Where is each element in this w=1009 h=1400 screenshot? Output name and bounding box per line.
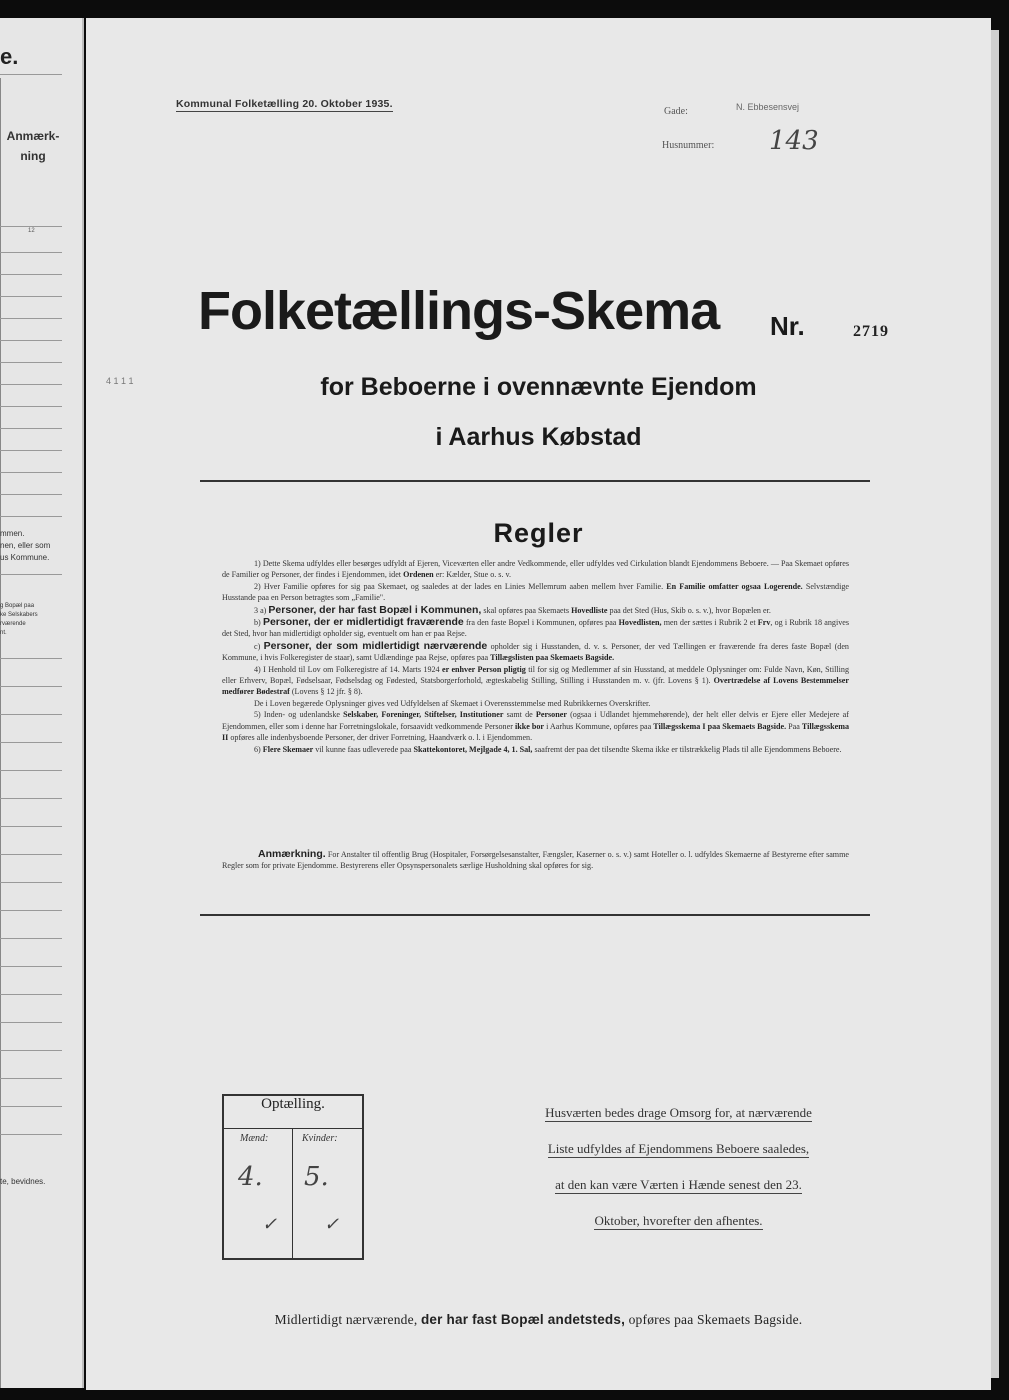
text-fragment: te, bevidnes. bbox=[0, 1177, 46, 1186]
column-number: 12 bbox=[28, 228, 35, 234]
rule-text: 5) Inden- og udenlandske bbox=[254, 710, 340, 720]
divider bbox=[0, 658, 62, 659]
rule-emphasis: Tillægsskema I paa Skemaets Bagside. bbox=[653, 721, 787, 731]
divider bbox=[0, 826, 62, 827]
rule-4b bbox=[222, 698, 849, 709]
rule-3b bbox=[222, 616, 849, 640]
rule-emphasis: Personer, der er midlertidigt fraværende bbox=[262, 616, 464, 629]
divider bbox=[0, 274, 62, 275]
divider bbox=[0, 340, 62, 341]
divider bbox=[0, 296, 62, 297]
divider bbox=[0, 910, 62, 911]
rules-body bbox=[222, 558, 849, 755]
rule-emphasis: Ordenen bbox=[403, 570, 434, 580]
rule-6 bbox=[222, 744, 849, 755]
rule-emphasis: En Familie omfatter ogsaa Logerende. bbox=[666, 581, 803, 591]
divider bbox=[0, 742, 62, 743]
rule-text: i Aarhus Kommune, opføres paa bbox=[546, 721, 652, 731]
husnummer-label: Husnummer: bbox=[662, 140, 715, 151]
divider bbox=[0, 1022, 62, 1023]
divider bbox=[0, 574, 62, 575]
notice-line bbox=[496, 1136, 861, 1162]
divider bbox=[0, 494, 62, 495]
rule-3a bbox=[222, 604, 849, 616]
divider bbox=[0, 226, 62, 227]
remark-section bbox=[222, 848, 849, 872]
divider bbox=[0, 516, 62, 517]
rule-emphasis: Personer, der har fast Bopæl i Kommunen, bbox=[268, 603, 482, 616]
rule-emphasis: Personer bbox=[535, 710, 567, 720]
form-title: Folketællings-Skema bbox=[198, 281, 720, 341]
rule-text: skal opføres paa Skemaets bbox=[483, 605, 570, 615]
census-heading: Kommunal Folketælling 20. Oktober 1935. bbox=[176, 98, 393, 110]
divider bbox=[0, 252, 62, 253]
husnummer-value: 143 bbox=[769, 126, 819, 156]
checkmark-icon: ✓ bbox=[262, 1214, 278, 1235]
divider bbox=[0, 798, 62, 799]
rule-emphasis: Selskaber, Foreninger, Stiftelser, Institutioner bbox=[343, 710, 504, 720]
text-fragment: mmen. bbox=[0, 529, 25, 538]
notice-text: Liste udfyldes af Ejendommens Beboere saaledes, bbox=[547, 1141, 810, 1156]
text-fragment: ke Selskabers bbox=[0, 612, 38, 618]
rule-text: , og i Rubrik 18 angives det Sted, hvor han midlertidigt opholder sig, eventuelt om han er paa Rejse. bbox=[222, 618, 850, 639]
form-nr-label: Nr. bbox=[770, 311, 805, 341]
column-header-line: ning bbox=[20, 149, 46, 163]
rule-text: 3 a) bbox=[254, 605, 267, 615]
divider bbox=[0, 384, 62, 385]
column-header-line: Anmærk- bbox=[6, 129, 60, 143]
rule-text: 1) Dette Skema udfyldes eller besørges udfyldt af Ejeren, Viceværten eller andre Vedkommende, eller udfyldes ved Cirkulation blandt Ejendommens Beboere. — Paa Skemaet opføres de Familier og Personer, der findes i Ejendommen, idet bbox=[222, 559, 849, 580]
divider bbox=[0, 428, 62, 429]
rule-text: Paa bbox=[788, 721, 800, 731]
men-label: Mænd: bbox=[240, 1133, 269, 1144]
divider bbox=[0, 686, 62, 687]
rule-emphasis: Frv bbox=[757, 618, 771, 628]
form-location: i Aarhus Købstad bbox=[435, 423, 642, 451]
count-title: Optælling. bbox=[224, 1096, 362, 1129]
rule-4 bbox=[222, 664, 849, 698]
rule-emphasis: Tillægsskema II bbox=[222, 721, 849, 743]
footer-emphasis: der har fast Bopæl andetsteds, bbox=[420, 1312, 626, 1327]
rule-text: 4) I Henhold til Lov om Folkeregistre af 14. Marts 1924 bbox=[254, 664, 440, 674]
rule-text: c) bbox=[254, 641, 261, 651]
gade-value: N. Ebbesensvej bbox=[736, 102, 800, 112]
footer-note bbox=[86, 1312, 991, 1328]
column-header bbox=[6, 126, 60, 166]
notice-text: Oktober, hvorefter den afhentes. bbox=[594, 1213, 763, 1228]
rule-text: De i Loven begærede Oplysninger gives ved Udfyldelsen af Skemaet i Overensstemmelse med Rubrikkernes Overskrifter. bbox=[254, 698, 651, 708]
rule-text: samt de bbox=[506, 710, 533, 720]
women-label: Kvinder: bbox=[302, 1133, 338, 1144]
notice-text: at den kan være Værten i Hænde senest den 23. bbox=[555, 1177, 802, 1192]
notice-text: Husværten bedes drage Omsorg for, at nærværende bbox=[545, 1105, 812, 1120]
census-form-sheet bbox=[86, 18, 991, 1390]
remark-label: Anmærkning. bbox=[258, 848, 326, 860]
text-fragment: rværende bbox=[0, 621, 26, 627]
divider bbox=[0, 714, 62, 715]
divider bbox=[0, 882, 62, 883]
divider bbox=[0, 1106, 62, 1107]
rule-text: 6) bbox=[254, 744, 261, 754]
divider bbox=[0, 938, 62, 939]
rule-text: opholder sig i Husstanden, d. v. s. Personer, der ved Tællingen er fraværende fra deres faste Bopæl (den Kommune, i hvis Folkeregister de staar), samt Udlændinge paa Rejse, opføres paa bbox=[222, 641, 849, 663]
checkmark-icon: ✓ bbox=[324, 1214, 340, 1235]
divider bbox=[0, 1134, 62, 1135]
divider bbox=[0, 854, 62, 855]
rule-text: b) bbox=[254, 618, 261, 628]
rule-text: 2) Hver Familie opføres for sig paa Skemaet, og saaledes at der lades en Linies Mellemrum aaben mellem hver Familie. bbox=[254, 581, 664, 591]
rule-text: vil kunne faas udleverede paa bbox=[315, 744, 412, 754]
divider bbox=[0, 966, 62, 967]
divider bbox=[0, 450, 62, 451]
text-fragment: nen, eller som bbox=[0, 541, 51, 550]
text-fragment: g Bopæl paa bbox=[0, 603, 35, 609]
rule-emphasis: Personer, der som midlertidigt nærværende bbox=[263, 639, 488, 652]
rule-text: Selvstændige Husstande paa en Person betragtes som „Familie". bbox=[222, 581, 849, 603]
divider bbox=[0, 994, 62, 995]
count-box bbox=[222, 1094, 364, 1260]
page-edge bbox=[991, 30, 999, 1378]
notice-line bbox=[496, 1172, 861, 1198]
divider bbox=[200, 914, 870, 916]
stamp-mark: 4 1 1 1 bbox=[106, 376, 134, 386]
rule-text: er: Kælder, Stue o. s. v. bbox=[435, 570, 512, 580]
rule-text: men der sættes i Rubrik 2 et bbox=[663, 618, 756, 628]
rule-text: fra den faste Bopæl i Kommunen, opføres paa bbox=[465, 618, 617, 628]
left-facing-page bbox=[0, 18, 84, 1388]
rule-text: til for sig og Medlemmer af sin Husstand, at meddele Oplysninger om: Fulde Navn, Køn, Stilling eller Erhverv, Bopæl, Fødselsaar, Fødselsdag og Fødested, Statsborgerforhold, ægteskabelig Stilling, Stilling i Husstanden m. v. (jfr. Lovens § 1). bbox=[222, 664, 849, 686]
rule-1 bbox=[222, 558, 849, 581]
footer-text: Midlertidigt nærværende, bbox=[274, 1312, 418, 1327]
form-subtitle: for Beboerne i ovennævnte Ejendom bbox=[320, 373, 757, 401]
women-count: 5. bbox=[304, 1162, 329, 1192]
rules-heading: Regler bbox=[493, 518, 584, 548]
rule-5 bbox=[222, 709, 849, 743]
footer-text: opføres paa Skemaets Bagside. bbox=[628, 1312, 803, 1327]
divider bbox=[0, 1078, 62, 1079]
rule-emphasis: Hovedliste bbox=[571, 605, 608, 615]
text-fragment: nt. bbox=[0, 630, 7, 636]
divider bbox=[200, 480, 870, 482]
rule-3c bbox=[222, 640, 849, 664]
rule-emphasis: Hovedlisten, bbox=[618, 618, 662, 628]
text-fragment: us Kommune. bbox=[0, 553, 50, 562]
rule-emphasis: Skattekontoret, Mejlgade 4, 1. Sal, bbox=[413, 744, 533, 754]
left-page-letter: e. bbox=[0, 44, 19, 69]
divider bbox=[0, 318, 62, 319]
rule-text: (Lovens § 12 jfr. § 8). bbox=[291, 687, 363, 697]
divider bbox=[0, 770, 62, 771]
rule-text: saafremt der paa det tilsendte Skema ikke er tilstrækkelig Plads til alle Ejendommens Beboere. bbox=[534, 744, 842, 754]
divider bbox=[0, 362, 62, 363]
rule-2 bbox=[222, 581, 849, 604]
landlord-notice bbox=[496, 1100, 861, 1244]
notice-line bbox=[496, 1100, 861, 1126]
remark-text: For Anstalter til offentlig Brug (Hospitaler, Forsørgelsesanstalter, Fængsler, Kaserner o. s. v.) samt Hoteller o. l. udfyldes Skemaerne af Bestyrerne efter samme Regler som for private Ejendomme. Bestyrerens eller Opsynspersonalets særlige Husholdning skal opføres for sig. bbox=[222, 850, 849, 871]
remark-paragraph bbox=[222, 848, 849, 872]
rule-emphasis: er enhver Person pligtig bbox=[442, 664, 526, 674]
rule-text: (ogsaa i Udlandet hjemmehørende), der helt eller delvis er Ejere eller Medejere af Ejendommen, eller som i denne har Forretningslokale, forsaavidt vedkommende Personer bbox=[222, 710, 849, 731]
rule-emphasis: Tillægslisten paa Skemaets Bagside. bbox=[490, 653, 615, 663]
rule-emphasis: ikke bor bbox=[514, 721, 545, 731]
divider bbox=[0, 74, 62, 75]
gade-label: Gade: bbox=[664, 106, 688, 117]
divider bbox=[0, 406, 62, 407]
rule-text: paa det Sted (Hus, Skib o. s. v.), hvor Bopælen er. bbox=[609, 605, 771, 615]
notice-line bbox=[496, 1208, 861, 1234]
rule-text: opføres alle indenbysboende Personer, der driver Forretning, Haandværk o. l. i Ejendommen. bbox=[230, 733, 533, 743]
count-divider bbox=[292, 1129, 293, 1258]
rule-emphasis: Flere Skemaer bbox=[262, 744, 314, 754]
form-serial-number: 2719 bbox=[853, 323, 889, 340]
divider bbox=[0, 1050, 62, 1051]
men-count: 4. bbox=[238, 1162, 263, 1192]
divider bbox=[0, 472, 62, 473]
rule-emphasis: Overtrædelse af Lovens Bestemmelser medfører Bødestraf bbox=[222, 676, 849, 697]
